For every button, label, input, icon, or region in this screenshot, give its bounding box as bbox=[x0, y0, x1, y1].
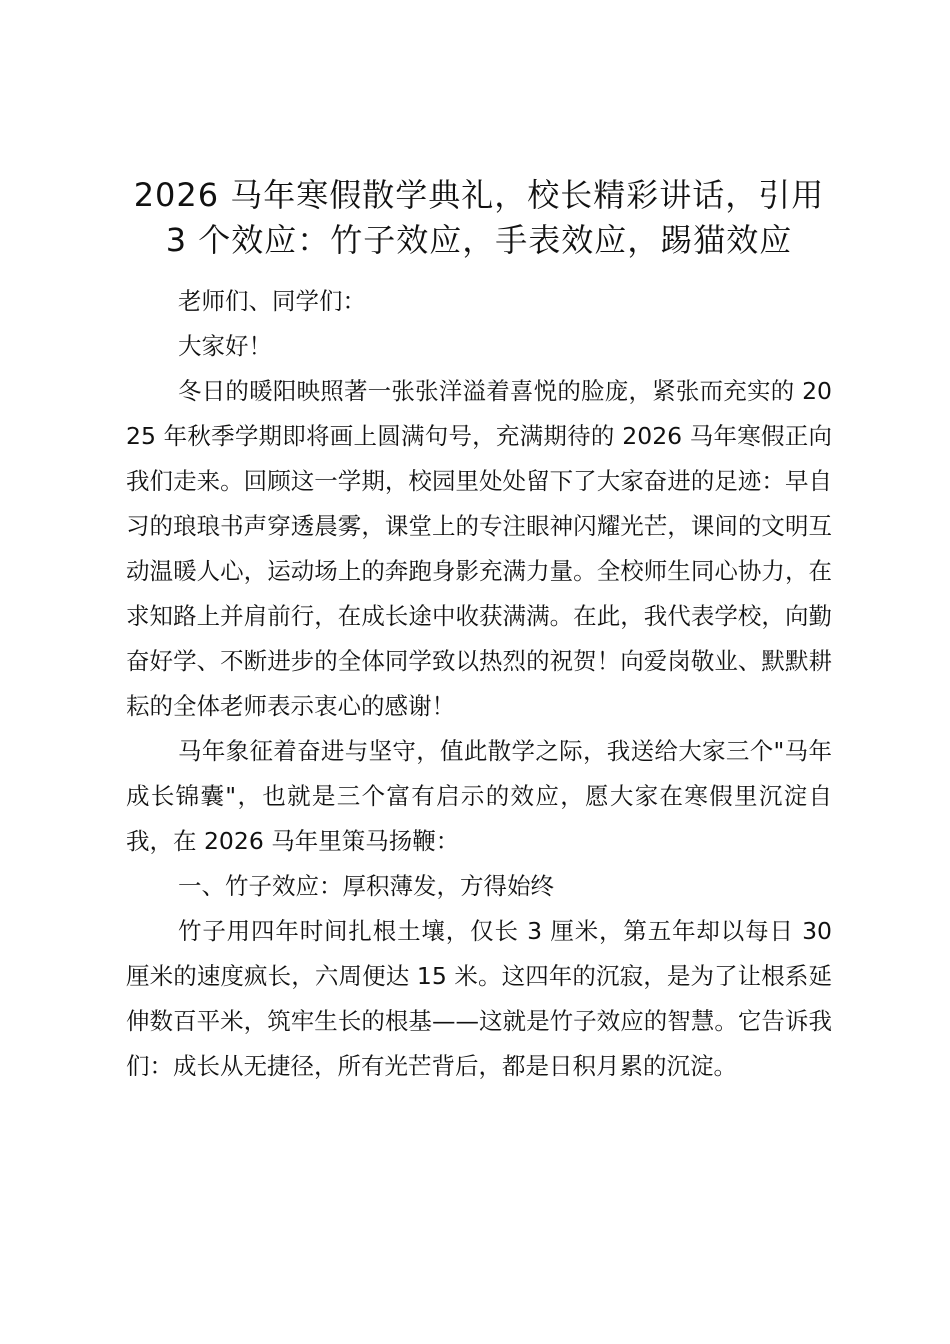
paragraph-review: 冬日的暖阳映照著一张张洋溢着喜悦的脸庞，紧张而充实的 2025 年秋季学期即将画上圆满句号，充满期待的 2026 马年寒假正向我们走来。回顾这一学期，校园里处处留下了大家奋进的足迹：早自习的琅琅书声穿透晨雾，课堂上的专注眼神闪耀光芒，课间的文明互动温暖人心，运动场上的奔跑身影充满力量。全校师生同心协力，在求知路上并肩前行，在成长途中收获满满。在此，我代表学校，向勤奋好学、不断进步的全体同学致以热烈的祝贺！向爱岗敬业、默默耕耘的全体老师表示衷心的感谢！ bbox=[126, 377, 832, 720]
paragraph-intro-effects: 马年象征着奋进与坚守，值此散学之际，我送给大家三个"马年成长锦囊"，也就是三个富有启示的效应，愿大家在寒假里沉淀自我，在 2026 马年里策马扬鞭： bbox=[126, 737, 832, 855]
paragraph-bamboo-effect: 竹子用四年时间扎根土壤，仅长 3 厘米，第五年却以每日 30 厘米的速度疯长，六周便达 15 米。这四年的沉寂，是为了让根系延伸数百平米，筑牢生长的根基——这就是竹子效应的智慧。它告诉我们：成长从无捷径，所有光芒背后，都是日积月累的沉淀。 bbox=[126, 917, 832, 1080]
section-heading-bamboo-effect: 一、竹子效应：厚积薄发，方得始终 bbox=[178, 872, 554, 900]
document-body bbox=[126, 279, 832, 1089]
salutation: 老师们、同学们： bbox=[178, 287, 366, 315]
greeting: 大家好！ bbox=[178, 332, 272, 360]
document-title: 2026 马年寒假散学典礼，校长精彩讲话，引用 3 个效应：竹子效应，手表效应，踢猫效应 bbox=[133, 176, 825, 259]
